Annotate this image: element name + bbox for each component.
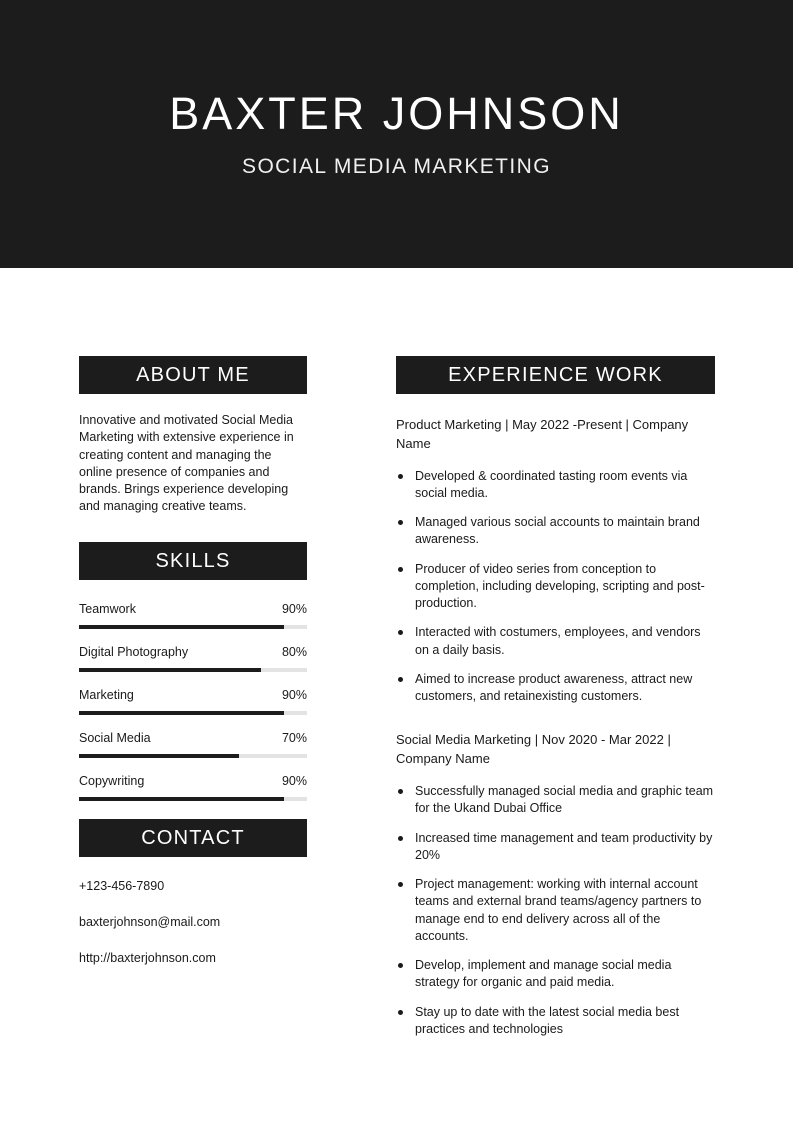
skill-progress-fill [79, 625, 284, 629]
skill-label: Digital Photography [79, 644, 189, 659]
skill-item [79, 645, 307, 672]
skill-progress-track [79, 797, 307, 801]
right-column [396, 356, 715, 1050]
skill-label: Marketing [79, 687, 134, 702]
skill-percent: 70% [281, 730, 307, 745]
about-text: Innovative and motivated Social Media Marketing with extensive experience in creating content and managing the online presence of companies and brands. Brings experience developing and managing creative teams. [79, 413, 294, 514]
job-bullet: Aimed to increase product awareness, attract new customers, and retainexisting customers. [396, 671, 715, 706]
skill-progress-fill [79, 711, 284, 715]
section-title-contact: CONTACT [79, 819, 307, 857]
skill-progress-track [79, 668, 307, 672]
job-bullet-list [396, 468, 715, 706]
skill-progress-fill [79, 754, 239, 758]
header-banner [0, 0, 793, 268]
job-bullet: Develop, implement and manage social media strategy for organic and paid media. [396, 957, 715, 992]
skill-progress-fill [79, 668, 261, 672]
job-bullet: Interacted with costumers, employees, and vendors on a daily basis. [396, 624, 715, 659]
contact-section [79, 819, 307, 965]
skill-percent: 90% [281, 601, 307, 616]
page-title: BAXTER JOHNSON [169, 88, 624, 140]
skill-progress-fill [79, 797, 284, 801]
skill-label: Social Media [79, 730, 151, 745]
skill-label: Teamwork [79, 601, 136, 616]
skills-section [79, 542, 307, 801]
skill-percent: 80% [281, 644, 307, 659]
job-bullet: Successfully managed social media and graphic team for the Ukand Dubai Office [396, 783, 715, 818]
contact-website[interactable]: http://baxterjohnson.com [79, 950, 216, 965]
section-title-experience: EXPERIENCE WORK [396, 356, 715, 394]
experience-item [396, 416, 715, 705]
job-bullet: Developed & coordinated tasting room events via social media. [396, 468, 715, 503]
header-subtitle: SOCIAL MEDIA MARKETING [242, 154, 551, 178]
skill-progress-track [79, 754, 307, 758]
skill-item [79, 731, 307, 758]
skill-item [79, 688, 307, 715]
skill-item [79, 602, 307, 629]
skill-progress-track [79, 711, 307, 715]
job-bullet: Stay up to date with the latest social media best practices and technologies [396, 1004, 715, 1039]
job-bullet: Increased time management and team productivity by 20% [396, 830, 715, 865]
skill-progress-track [79, 625, 307, 629]
job-bullet: Managed various social accounts to maintain brand awareness. [396, 514, 715, 549]
job-heading: Product Marketing | May 2022 -Present | Company Name [396, 417, 689, 451]
contact-phone[interactable]: +123-456-7890 [79, 878, 165, 893]
job-bullet-list [396, 783, 715, 1038]
skill-item [79, 774, 307, 801]
section-title-skills: SKILLS [79, 542, 307, 580]
skill-label: Copywriting [79, 773, 145, 788]
job-bullet: Producer of video series from conception to completion, including developing, scripting and post-production. [396, 561, 715, 613]
experience-item [396, 731, 715, 1038]
job-bullet: Project management: working with internal account teams and external brand teams/agency partners to manage end to end delivery across all of the accounts. [396, 876, 715, 945]
contact-email[interactable]: baxterjohnson@mail.com [79, 914, 221, 929]
skill-percent: 90% [281, 773, 307, 788]
left-column [79, 356, 307, 987]
job-heading: Social Media Marketing | Nov 2020 - Mar 2022 | Company Name [396, 732, 671, 767]
section-title-about: ABOUT ME [79, 356, 307, 394]
skill-percent: 90% [281, 687, 307, 702]
